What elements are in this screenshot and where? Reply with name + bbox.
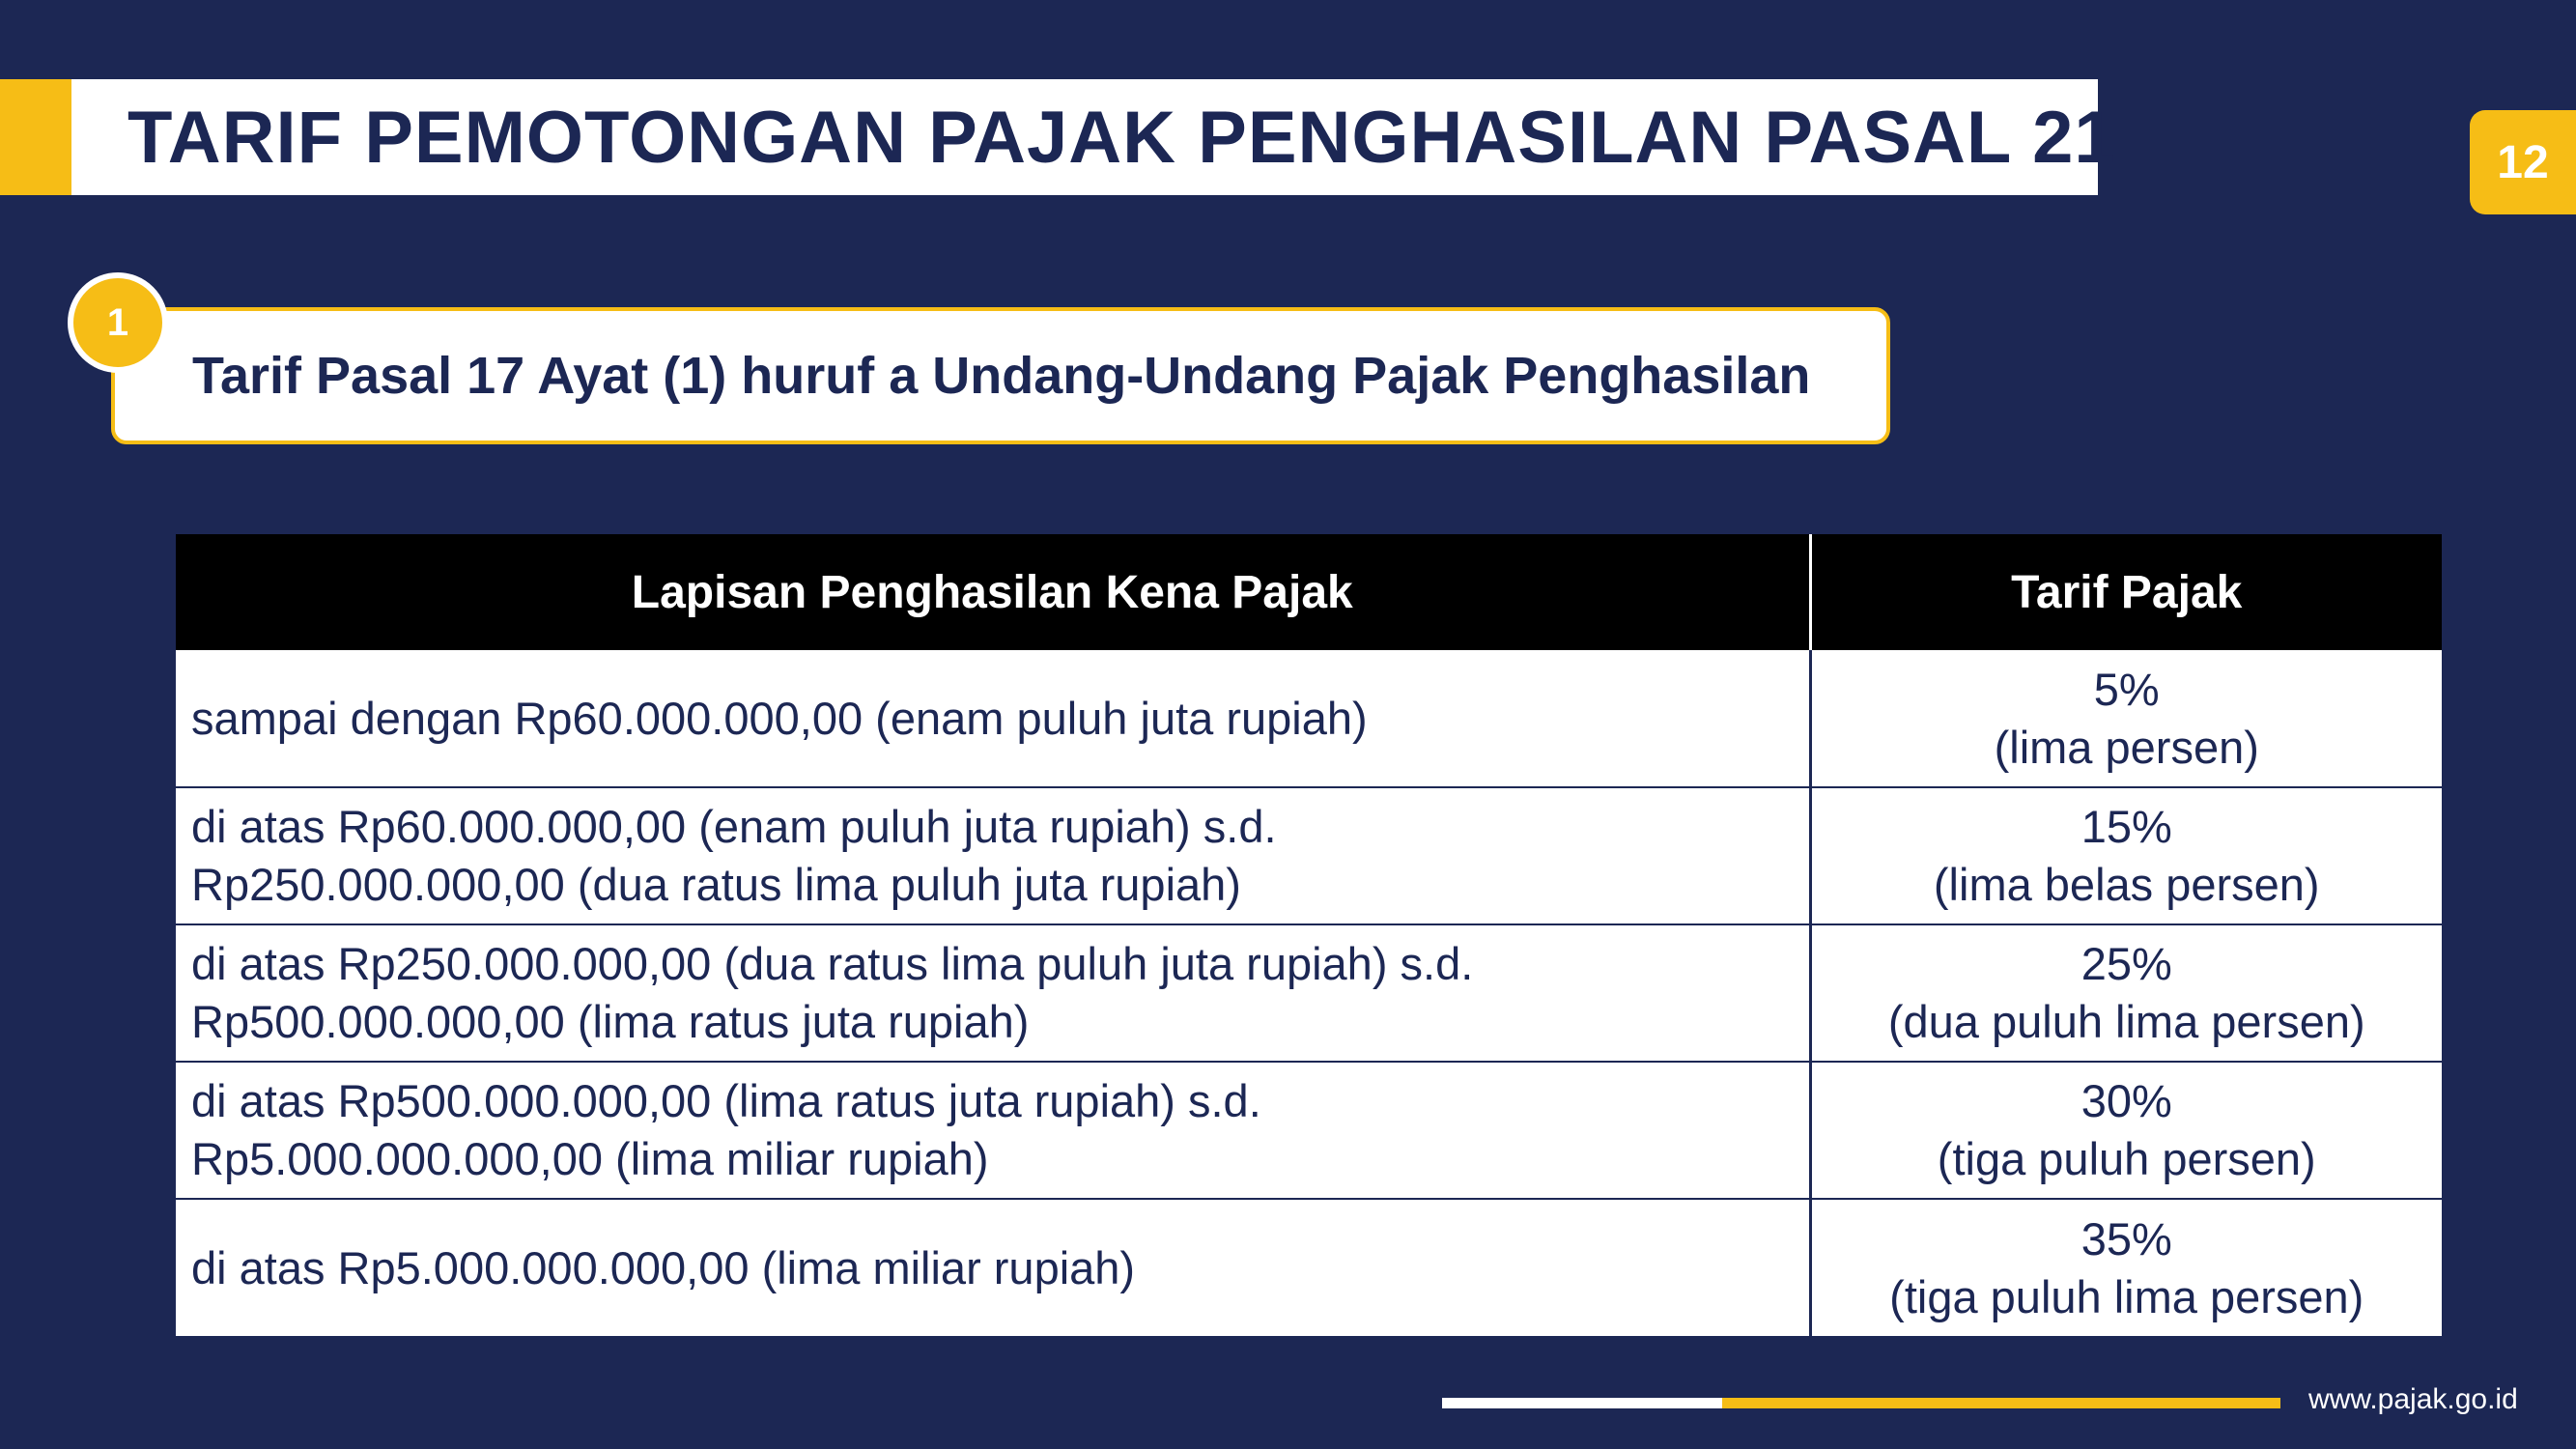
page-title: TARIF PEMOTONGAN PAJAK PENGHASILAN PASAL 21 — [127, 96, 2116, 179]
income-bracket-text: di atas Rp5.000.000.000,00 (lima miliar rupiah) — [191, 1241, 1136, 1293]
page-number: 12 — [2497, 136, 2549, 188]
footer-bar-white — [1442, 1398, 1722, 1408]
tax-rate-words: (lima persen) — [1994, 721, 2259, 773]
income-bracket-cell — [176, 650, 1810, 787]
table-row — [176, 1062, 2442, 1199]
section-number-circle — [68, 272, 168, 373]
footer-website-link[interactable]: www.pajak.go.id — [2308, 1383, 2518, 1415]
page-number-badge — [2470, 110, 2576, 214]
tax-rate-cell — [1810, 924, 2442, 1062]
tax-rate-words: (tiga puluh lima persen) — [1889, 1270, 2364, 1322]
income-bracket-text: di atas Rp500.000.000,00 (lima ratus juta rupiah) s.d. — [191, 1075, 1261, 1126]
tax-rate-cell — [1810, 1199, 2442, 1336]
tax-rate-percent: 30% — [2081, 1075, 2172, 1126]
tax-rate-cell — [1810, 650, 2442, 787]
income-bracket-text: Rp500.000.000,00 (lima ratus juta rupiah) — [191, 996, 1030, 1047]
income-bracket-cell — [176, 1062, 1810, 1199]
header-income-bracket: Lapisan Penghasilan Kena Pajak — [176, 534, 1810, 650]
tax-rate-percent: 15% — [2081, 801, 2172, 852]
income-bracket-text: di atas Rp60.000.000,00 (enam puluh juta rupiah) s.d. — [191, 801, 1277, 852]
income-bracket-text: sampai dengan Rp60.000.000,00 (enam puluh juta rupiah) — [191, 692, 1368, 744]
section-number: 1 — [106, 300, 129, 344]
tax-rate-percent: 5% — [2093, 663, 2160, 715]
title-accent-bar — [0, 79, 71, 195]
tax-rate-words: (tiga puluh persen) — [1937, 1133, 2316, 1184]
income-bracket-text: di atas Rp250.000.000,00 (dua ratus lima puluh juta rupiah) s.d. — [191, 938, 1474, 989]
income-bracket-text: Rp5.000.000.000,00 (lima miliar rupiah) — [191, 1133, 989, 1184]
table-header-row — [176, 534, 2442, 650]
tax-rate-cell — [1810, 787, 2442, 924]
income-bracket-cell — [176, 924, 1810, 1062]
tax-rate-words: (lima belas persen) — [1933, 859, 2320, 910]
tax-rate-table — [176, 534, 2442, 1336]
tax-rate-words: (dua puluh lima persen) — [1887, 996, 2365, 1047]
section-heading: Tarif Pasal 17 Ayat (1) huruf a Undang-Undang Pajak Penghasilan — [192, 347, 1811, 405]
table-row — [176, 650, 2442, 787]
tax-rate-percent: 25% — [2081, 938, 2172, 989]
header-tax-rate: Tarif Pajak — [1810, 534, 2442, 650]
table-row — [176, 1199, 2442, 1336]
table-row — [176, 924, 2442, 1062]
income-bracket-cell — [176, 787, 1810, 924]
tax-rate-cell — [1810, 1062, 2442, 1199]
title-banner — [71, 79, 2116, 195]
section-heading-box — [111, 307, 1890, 444]
footer-bar-yellow — [1722, 1398, 2280, 1408]
income-bracket-text: Rp250.000.000,00 (dua ratus lima puluh juta rupiah) — [191, 859, 1241, 910]
table-row — [176, 787, 2442, 924]
tax-rate-percent: 35% — [2081, 1212, 2172, 1264]
income-bracket-cell — [176, 1199, 1810, 1336]
